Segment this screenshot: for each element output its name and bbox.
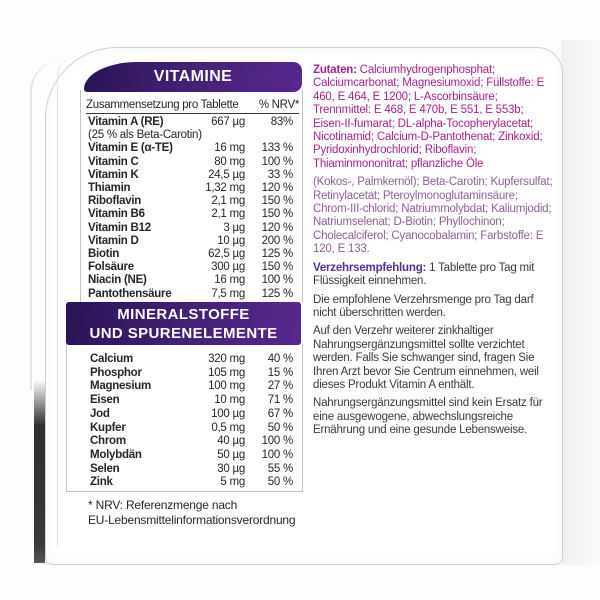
table-row — [88, 208, 293, 221]
nutrient-amount: 40 µg — [217, 435, 245, 448]
nutrient-name: Chrom — [90, 435, 126, 448]
nutrient-name: Thiamin — [88, 182, 131, 195]
package-right-shading — [561, 40, 600, 565]
nutrient-name: Selen — [90, 462, 120, 475]
nutrient-amount: 10 mg — [214, 394, 245, 407]
vitamins-title: VITAMINE — [153, 68, 233, 85]
nutrient-name: Vitamin B6 — [88, 208, 145, 221]
warning-paragraph-1: Die empfohlene Verzehrsmenge pro Tag darf nicht überschritten werden. — [313, 293, 534, 319]
nutrient-amount: 5 mg — [220, 476, 245, 489]
nutrient-amount: 3 µg — [223, 221, 245, 234]
nutrient-name: Biotin — [88, 248, 120, 261]
nutrient-amount: 16 mg — [214, 142, 245, 155]
table-row — [90, 353, 293, 367]
minerals-table — [90, 353, 293, 490]
ingredients-paragraph-1 — [313, 64, 555, 171]
vitamins-table — [88, 116, 293, 301]
table-row — [90, 380, 293, 394]
nutrient-amount: 62,5 µg — [208, 248, 245, 261]
nrv-header: % NRV* — [258, 99, 299, 111]
nutrient-nrv: 200 % — [261, 234, 293, 247]
nutrient-name: Jod — [90, 407, 110, 420]
table-row — [90, 367, 293, 381]
directions-paragraph — [313, 262, 555, 289]
nutrient-amount: 2,1 mg — [211, 208, 245, 221]
nutrient-nrv: 100 % — [261, 435, 293, 448]
nutrient-name: Zink — [90, 476, 113, 489]
table-row — [88, 182, 293, 195]
warning-paragraph-2: Auf den Verzehr weiterer zinkhaltiger Nahrungsergänzungsmittel sollte verzichtet werden. Falls Sie schwanger sind, fragen Sie Ihren Arzt bevor Sie Centrum einnehmen, weil dieses Produkt Vitamin A enthält. — [313, 325, 539, 391]
nutrient-amount: 16 mg — [214, 274, 245, 287]
nrv-footnote-line2: EU-Lebensmittelinformationsverordnung — [88, 513, 296, 527]
table-row — [88, 261, 293, 274]
table-row — [88, 274, 293, 287]
table-row — [88, 288, 293, 301]
nutrient-amount: 105 mg — [208, 366, 245, 379]
nrv-footnote — [88, 498, 318, 528]
table-row — [88, 222, 293, 235]
nutrient-amount: 0,5 mg — [211, 421, 245, 434]
nutrient-nrv: 150 % — [261, 261, 293, 274]
info-column — [313, 64, 555, 443]
nutrient-nrv: 100 % — [261, 155, 293, 168]
table-row — [88, 248, 293, 261]
nutrient-nrv: 100 % — [261, 274, 293, 287]
directions-text: 1 Tablette pro Tag mit Flüssigkeit einnehmen. — [313, 261, 535, 288]
nutrient-amount: 7,5 mg — [211, 287, 245, 300]
nutrient-name: Vitamin A (RE) — [88, 116, 164, 128]
nutrient-name: Molybdän — [90, 448, 142, 461]
table-row — [90, 394, 293, 408]
nutrient-nrv: 83% — [270, 116, 293, 128]
nutrient-nrv: 100 % — [261, 448, 293, 461]
composition-header: Zusammensetzung pro Tablette — [86, 99, 239, 111]
nutrient-nrv: 67 % — [267, 407, 293, 420]
nutrient-nrv: 125 % — [261, 287, 293, 300]
nutrient-nrv: 120 % — [261, 182, 293, 195]
minerals-banner — [66, 302, 301, 345]
nutrient-amount: 320 mg — [208, 353, 245, 365]
nutrient-amount: 1,32 mg — [205, 182, 245, 195]
nutrient-name: Vitamin C — [88, 155, 139, 168]
nrv-footnote-line1: * NRV: Referenzmenge nach — [88, 498, 238, 512]
nutrient-amount: 50 µg — [217, 448, 245, 461]
nutrient-nrv: 150 % — [261, 208, 293, 221]
table-row — [88, 142, 293, 155]
ingredients-text-1: Calciumhydrogenphosphat; Calciumcarbonat; Magnesiumoxid; Füllstoffe: E 460, E 464, E 1200; L-Ascorbinsäure; Trennmittel: E 468, E 470b, E 551, E 553b; Eisen-II-fumarat; DL-alpha-Tocopherylacetat; Nicotinamid; Calcium-D-Pantothenat; Zinkoxid; Pyridoxinhydrochlorid; Riboflavin; Thiaminmononitrat; pflanzliche Öle — [313, 64, 545, 170]
nutrient-name: Calcium — [90, 353, 133, 365]
table-row — [88, 195, 293, 208]
nutrient-name: Vitamin B12 — [88, 221, 151, 234]
nutrient-amount: 100 µg — [211, 407, 245, 420]
nutrient-name: Pantothensäure — [88, 287, 172, 300]
table-row — [90, 408, 293, 422]
nutrient-nrv: 33 % — [267, 168, 293, 181]
table-row — [90, 422, 293, 436]
nutrient-nrv: 71 % — [267, 394, 293, 407]
ingredients-text-2: (Kokos-, Palmkernöl); Beta-Carotin; Kupfersulfat; Retinylacetat; Pteroylmonoglutaminsäure; Chrom-III-chlorid; Natriummolybdat; Kaliumjodid; Natriumselenat; D-Biotin; Phyllochinon; Cholecalciferol; Cyanocobalamin; Farbstoffe: E 120, E 133. — [313, 176, 553, 256]
warning-paragraph-3: Nahrungsergänzungsmittel sind kein Ersatz für eine ausgewogene, abwechslungsreiche Ernährung und eine gesunde Lebensweise. — [313, 397, 543, 437]
vitamins-table-header — [86, 99, 299, 114]
nutrient-name: Eisen — [90, 394, 120, 407]
nutrient-amount: 667 µg — [211, 116, 245, 128]
nutrient-name: Riboflavin — [88, 195, 142, 208]
table-row — [88, 235, 293, 248]
nutrient-nrv: 120 % — [261, 221, 293, 234]
table-row — [90, 435, 293, 449]
nutrient-amount: 300 µg — [211, 261, 245, 274]
nutrient-name: Vitamin K — [88, 168, 139, 181]
nutrient-name: Magnesium — [90, 380, 152, 393]
ingredients-paragraph-2 — [313, 176, 555, 256]
directions-label: Verzehrsempfehlung: — [313, 261, 427, 274]
table-row — [90, 449, 293, 463]
nutrient-amount: 10 µg — [217, 234, 245, 247]
nutrient-nrv: 50 % — [267, 476, 293, 489]
nutrient-name: Niacin (NE) — [88, 274, 147, 287]
table-row — [88, 116, 293, 129]
nutrient-nrv: 125 % — [261, 248, 293, 261]
nutrient-nrv: 15 % — [267, 366, 293, 379]
nutrient-amount: 80 mg — [214, 155, 245, 168]
table-row — [88, 156, 293, 169]
nutrient-nrv: 150 % — [261, 195, 293, 208]
table-row — [90, 463, 293, 477]
nutrient-name: Vitamin D — [88, 234, 139, 247]
nutrient-name: Kupfer — [90, 421, 126, 434]
nutrient-name: Vitamin E (α-TE) — [88, 142, 173, 155]
nutrient-nrv: 50 % — [267, 421, 293, 434]
vitamins-banner — [84, 62, 302, 92]
nutrient-amount: 24,5 µg — [208, 168, 245, 181]
table-row — [90, 476, 293, 490]
nutrient-amount: 2,1 mg — [211, 195, 245, 208]
minerals-title-line2: UND SPURENELEMENTE — [89, 324, 278, 342]
package-edge-shadow — [34, 380, 45, 563]
nutrient-name: Phosphor — [90, 366, 142, 379]
ingredients-label: Zutaten: — [313, 64, 357, 76]
minerals-title-line1: MINERALSTOFFE — [117, 305, 250, 323]
nutrient-amount: 100 mg — [208, 380, 245, 393]
nutrient-amount: 30 µg — [217, 462, 245, 475]
nutrient-name: Folsäure — [88, 261, 134, 274]
nutrient-nrv: 27 % — [267, 380, 293, 393]
nutrient-nrv: 133 % — [261, 142, 293, 155]
nutrient-note: (25 % als Beta-Carotin) — [88, 129, 202, 142]
table-row — [88, 169, 293, 182]
nutrient-nrv: 55 % — [267, 462, 293, 475]
nutrient-nrv: 40 % — [267, 353, 293, 365]
